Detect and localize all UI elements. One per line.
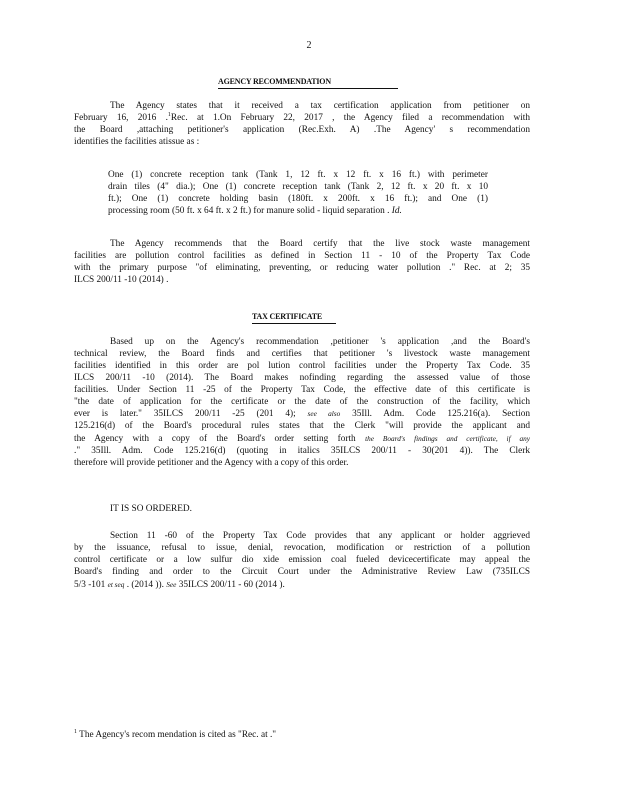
text-line: 5/3 -101 et seq . (2014 )). See 35ILCS 200/11 - 60 (2014 ). <box>74 579 285 590</box>
text-line: Based up on the Agency's recommendation ,petitioner 's application ,and the Board's <box>110 337 530 347</box>
section-heading-tax-certificate: TAX CERTIFICATE <box>252 311 392 324</box>
text-line: facilities are pollution control facilities as defined in Section 11 - 10 of the Property Tax Code <box>74 250 530 261</box>
quote-line: ft.); One (1) concrete holding basin (180ft. x 200ft. x 16 ft.); and One (1) <box>108 193 488 204</box>
text-line: identifies the facilities atissue as : <box>74 136 200 147</box>
et-seq-signal: et seq <box>107 579 125 589</box>
text-line: the Agency with a copy of the Board's order setting forth the Board's findings and certificate, if any <box>74 434 531 445</box>
text-line: The Agency recommends that the Board certify that the live stock waste management <box>110 239 530 249</box>
section-heading-agency-recommendation: AGENCY RECOMMENDATION <box>218 76 408 89</box>
text-line: ." 35Ill. Adm. Code 125.216(d) (quoting in italics 35ILCS 200/11 - 30(201 4)). The Clerk <box>74 446 530 457</box>
text-line: 125.216(d) of the Board's procedural rules states that the Clerk "will provide the applicant and <box>74 421 530 432</box>
footnote <box>74 730 534 742</box>
text-line: The Agency states that it received a tax certification application from petitioner on <box>110 101 530 111</box>
text-line: therefore will provide petitioner and the Agency with a copy of this order. <box>74 458 349 469</box>
tax-certificate-paragraph <box>74 337 530 470</box>
text-line: with the primary purpose "of eliminating, preventing, or reducing water pollution ." Rec. at 2; 35 <box>74 262 530 273</box>
quote-line: drain tiles (4" dia.); One (1) concrete reception tank (Tank 2, 12 ft. x 20 ft. x 10 <box>108 181 488 192</box>
text-line: "the date of application for the certificate or the date of the construction of the facility, which <box>74 396 530 407</box>
agency-paragraph-1 <box>74 101 530 149</box>
footnote-mark: 1 <box>74 728 77 735</box>
quote-line: processing room (50 ft. x 64 ft. x 2 ft.) for manure solid - liquid separation . Id. <box>108 205 402 216</box>
facilities-block-quote <box>108 170 488 218</box>
text-line: control certificate or a low sulfur dio xide emission coal fueled devicecertificate may appeal the <box>74 554 530 565</box>
text-line: ILCS 200/11 -10 (2014). The Board makes nofinding regarding the assessed value of those <box>74 372 530 383</box>
text-line: the Board ,attaching petitioner's application (Rec.Exh. A) .The Agency' s recommendation <box>74 124 530 135</box>
text-line: Section 11 -60 of the Property Tax Code provides that any applicant or holder aggrieved <box>110 531 530 541</box>
text-line: February 16, 2016 .$^1$Rec. at 1.On February 22, 2017 , the Agency filed a recommendation with <box>74 111 531 123</box>
page-number: 2 <box>306 40 312 51</box>
agency-paragraph-2 <box>74 239 530 287</box>
text-line: facilities identified in this order are pol lution control facilities under the Property Tax Code. 35 <box>74 360 530 371</box>
italic-quote: the Board's findings and certificate, if any <box>365 434 531 444</box>
footnote-text: The Agency's recom mendation is cited as "Rec. at ." <box>79 730 277 740</box>
so-ordered-line: IT IS SO ORDERED. <box>110 504 192 514</box>
text-line: technical review, the Board finds and certifies that petitioner 's livestock waste management <box>74 348 530 359</box>
see-also-signal: see also <box>307 409 341 419</box>
text-line: ever is later." 35ILCS 200/11 -25 (201 4); see also 35Ill. Adm. Code 125.216(a). Section <box>74 409 530 420</box>
see-signal: See <box>166 579 177 589</box>
text-line: facilities. Under Section 11 -25 of the Property Tax Code, the effective date of this certificate is <box>74 384 530 395</box>
quote-line: One (1) concrete reception tank (Tank 1, 12 ft. x 12 ft. x 16 ft.) with perimeter <box>108 170 488 180</box>
text-line: Board's finding and order to the Circuit Court under the Administrative Review Law (735ILCS <box>74 566 530 577</box>
id-citation: Id. <box>391 205 402 216</box>
footnote-reference: 1 <box>167 111 171 118</box>
text-line: by the issuance, refusal to issue, denial, revocation, modification or restriction of a pollution <box>74 542 530 553</box>
text-line: ILCS 200/11 -10 (2014) . <box>74 274 169 285</box>
appeal-paragraph <box>74 531 530 592</box>
